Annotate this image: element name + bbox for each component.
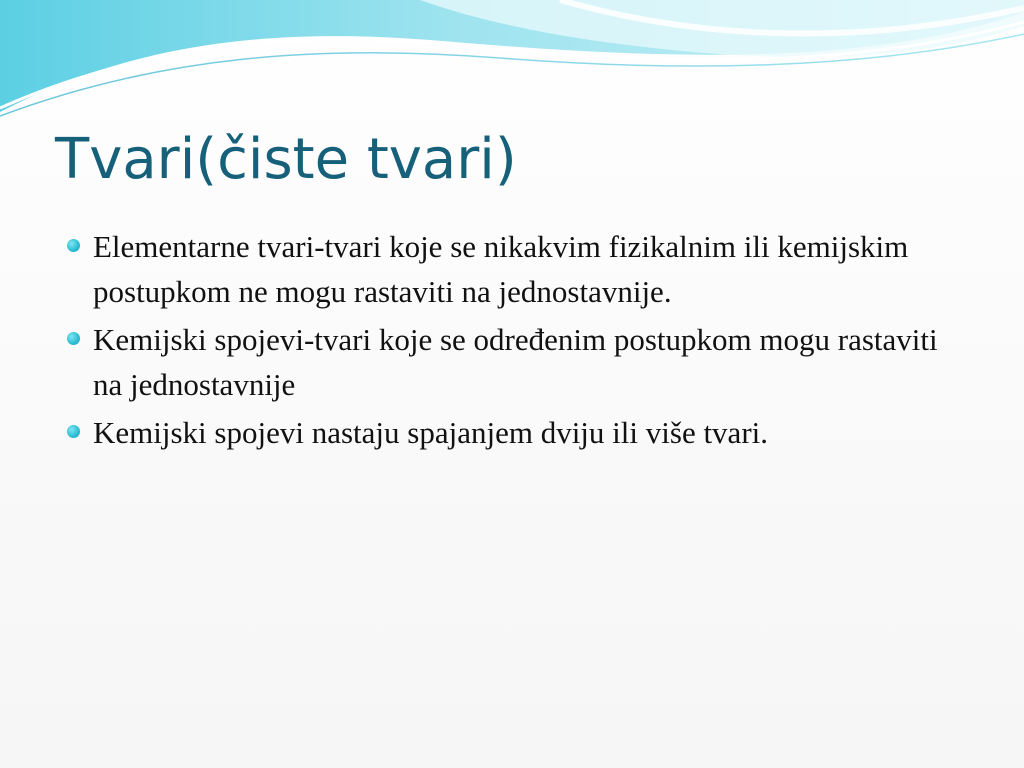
bullet-text: Kemijski spojevi nastaju spajanjem dviju ili više tvari. (93, 415, 769, 450)
bullet-text: Elementarne tvari-tvari koje se nikakvim fizikalnim ili kemijskim postupkom ne mogu rastaviti na jednostavnije. (93, 229, 909, 309)
bullet-item (60, 410, 960, 455)
bullet-dot-icon (67, 425, 80, 438)
bullet-item (60, 224, 960, 314)
bullet-dot-icon (67, 239, 80, 252)
slide-title: Tvari(čiste tvari) (55, 127, 517, 192)
bullet-item (60, 317, 960, 407)
bullet-list (60, 224, 960, 458)
header-wave-decoration (0, 0, 1024, 130)
bullet-dot-icon (67, 332, 80, 345)
bullet-text: Kemijski spojevi-tvari koje se određenim postupkom mogu rastaviti na jednostavnije (93, 322, 938, 402)
